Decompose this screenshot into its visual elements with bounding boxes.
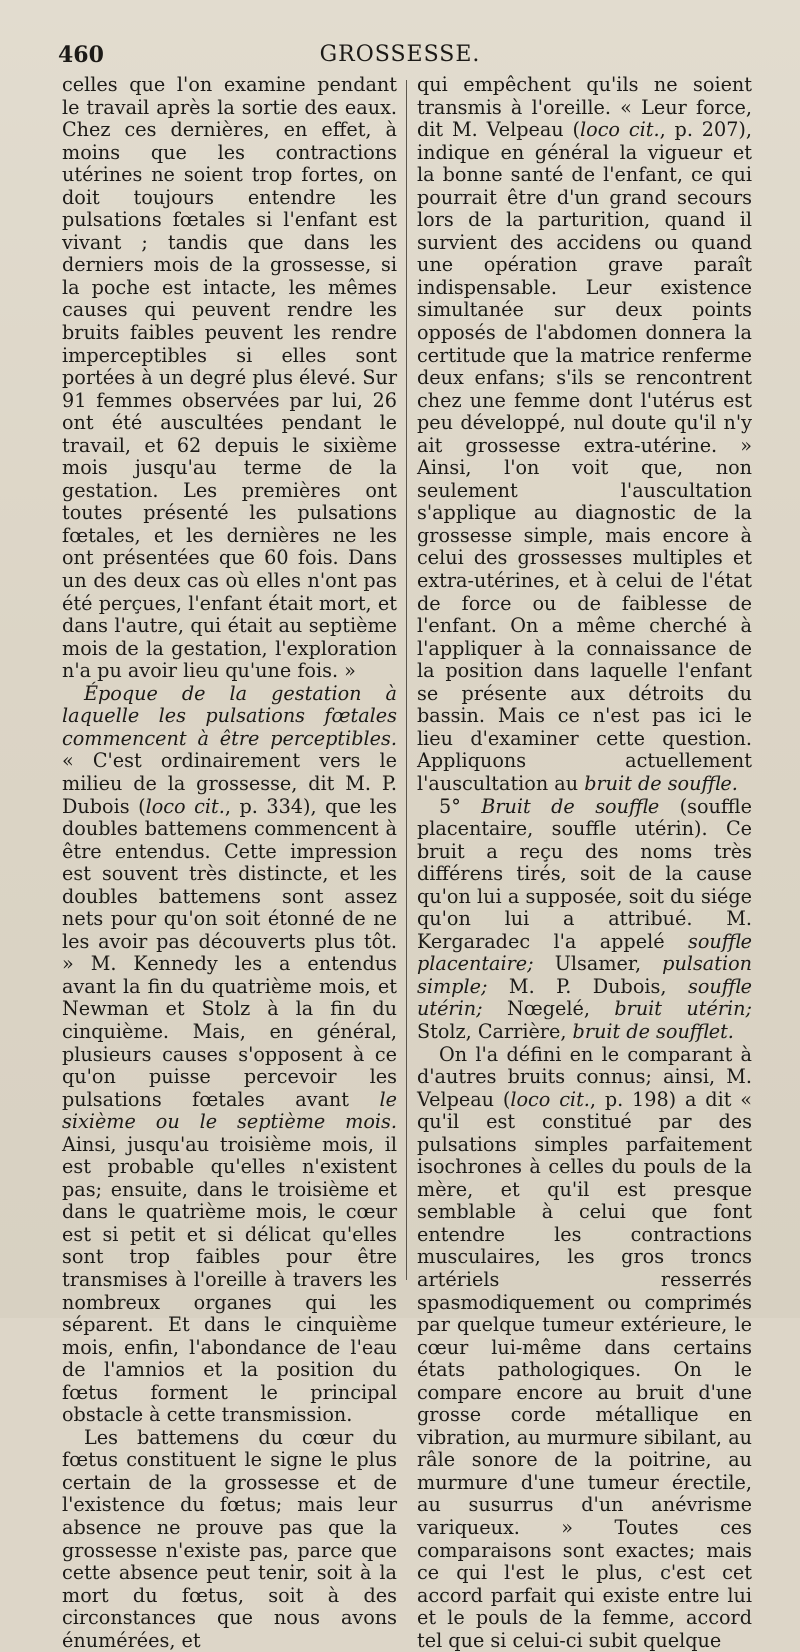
paragraph: Époque de la gestation à laquelle les pulsations fœtales commencent à être perceptibles. « C'est ordinairement vers le milieu de la grossesse, dit M. P. Dubois (loco cit., p. 334), que les doubles battemens commencent à être entendus. Cette impression est souvent très distincte, et les doubles battemens sont assez nets pour qu'on soit étonné de ne les avoir pas découverts plus tôt. » M. Kennedy les a entendus avant la fin du quatrième mois, et Newman et Stolz à la fin du cinquième. Mais, en général, plusieurs causes s'opposent à ce qu'on puisse percevoir les pulsations fœtales avant le sixième ou le septième mois. Ainsi, jusqu'au troisième mois, il est probable qu'elles n'existent pas; ensuite, dans le troisième et dans le quatrième mois, le cœur est si petit et si délicat qu'elles sont trop faibles pour être transmises à l'oreille à travers les nombreux organes qui les séparent. Et dans le cinquième mois, enfin, l'abondance de l'eau de l'amnios et la position du fœtus forment le principal obstacle à cette transmission.	[62, 681, 397, 1427]
paragraph: Les battemens du cœur du fœtus constituent le signe le plus certain de la grossesse et de l'existence du fœtus; mais leur absence ne prouve pas que la grossesse n'existe pas, parce que cette absence peut tenir, soit à la mort du fœtus, soit à des circonstances que nous avons énumérées, et	[62, 1425, 397, 1652]
paragraph: celles que l'on examine pendant le travail après la sortie des eaux. Chez ces dernières, en effet, à moins que les contractions utérines ne soient trop fortes, on doit toujours entendre les pulsations fœtales si l'enfant est vivant ; tandis que dans les derniers mois de la grossesse, si la poche est intacte, les mêmes causes qui peuvent rendre les bruits faibles peuvent les rendre imperceptibles si elles sont portées à un degré plus élevé. Sur 91 femmes observées par lui, 26 ont été auscultées pendant le travail, et 62 depuis le sixième mois jusqu'au terme de la gestation. Les premières ont toutes présenté les pulsations fœtales, et les dernières ne les ont présentées que 60 fois. Dans un des deux cas où elles n'ont pas été perçues, l'enfant était mort, et dans l'autre, qui était au septième mois de la gestation, l'exploration n'a pu avoir lieu qu'une fois. »	[62, 73, 397, 683]
column-divider	[406, 80, 407, 1280]
section-heading: Époque de la gestation à laquelle les pulsations fœtales commencent à être perceptibles.	[62, 681, 397, 750]
right-column	[417, 74, 752, 1652]
page-header	[58, 40, 742, 74]
paragraph: qui empêchent qu'ils ne soient transmis à l'oreille. « Leur force, dit M. Velpeau (loco cit., p. 207), indique en général la vigueur et la bonne santé de l'enfant, ce qui pourrait être d'un grand secours lors de la parturition, quand il survient des accidens ou quand une opération grave paraît indispensable. Leur existence simultanée sur deux points opposés de l'abdomen donnera la certitude que la matrice renferme deux enfans; s'ils se rencontrent chez une femme dont l'utérus est peu développé, nul doute qu'il n'y ait grossesse extra-utérine. » Ainsi, l'on voit que, non seulement l'auscultation s'applique au diagnostic de la grossesse simple, mais encore à celui des grossesses multiples et extra-utérines, et à celui de l'état de force ou de faiblesse de l'enfant. On a même cherché à l'appliquer à la connaissance de la position dans laquelle l'enfant se présente aux détroits du bassin. Mais ce n'est pas ici le lieu d'examiner cette question. Appliquons actuellement l'auscultation au bruit de souffle.	[417, 73, 752, 795]
paragraph: On l'a défini en le comparant à d'autres bruits connus; ainsi, M. Velpeau (loco cit., p. 198) a dit « qu'il est constitué par des pulsations simples parfaitement isochrones à celles du pouls de la mère, et qu'il est presque semblable à celui que font entendre les contractions musculaires, les gros troncs artériels resserrés spasmodiquement ou comprimés par quelque tumeur extérieure, le cœur lui-même dans certains états pathologiques. On le compare encore au bruit d'une grosse corde métallique en vibration, au murmure sibilant, au râle sonore de la poitrine, au murmure d'une tumeur érectile, au susurrus d'un anévrisme variqueux. » Toutes ces comparaisons sont exactes; mais ce qui l'est le plus, c'est cet accord parfait qui existe entre lui et le pouls de la femme, accord tel que si celui-ci subit quelque	[417, 1042, 753, 1652]
running-head: GROSSESSE.	[319, 42, 481, 67]
paragraph: 5° Bruit de souffle (souffle placentaire, souffle utérin). Ce bruit a reçu des noms très différens tirés, soit de la cause qu'on lui a supposée, soit du siége qu'on lui a attribué. M. Kergaradec l'a appelé souffle placentaire; Ulsamer, pulsation simple; M. P. Dubois, souffle utérin; Nœgelé, bruit utérin; Stolz, Carrière, bruit de soufflet.	[417, 794, 753, 1043]
section-heading: Bruit de souffle	[481, 794, 660, 818]
left-column	[62, 74, 397, 1652]
page-number: 460	[58, 42, 104, 68]
